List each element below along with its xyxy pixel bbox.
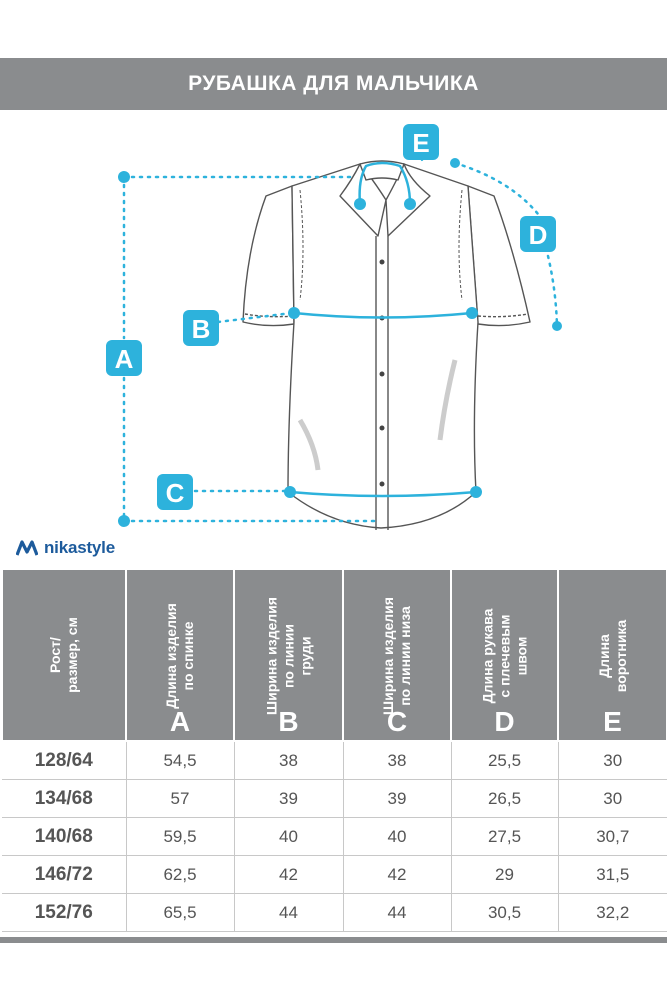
table-row (2, 780, 667, 818)
table-header-cell (126, 569, 234, 741)
table-cell: 65,5 (126, 894, 234, 932)
table-cell: 32,2 (558, 894, 667, 932)
table-cell: 31,5 (558, 856, 667, 894)
size-table (1, 568, 667, 932)
svg-text:D: D (528, 220, 548, 250)
table-cell: 44 (234, 894, 343, 932)
svg-text:A: A (114, 344, 134, 374)
table-cell: 134/68 (2, 780, 126, 818)
table-row (2, 818, 667, 856)
table-cell: 62,5 (126, 856, 234, 894)
table-cell: 42 (343, 856, 451, 894)
shirt-diagram (0, 112, 667, 532)
table-header-label: Длина рукава с плечевым швом (479, 608, 529, 704)
nikastyle-logo-icon (16, 540, 38, 556)
table-header-cell (343, 569, 451, 741)
table-header-letter: B (278, 706, 299, 737)
table-header-cell (451, 569, 558, 741)
page-title: РУБАШКА ДЛЯ МАЛЬЧИКА (0, 58, 667, 110)
table-cell: 44 (343, 894, 451, 932)
marker-c (157, 474, 193, 510)
table-cell: 25,5 (451, 741, 558, 780)
table-header-label: Рост/ размер, см (47, 617, 80, 693)
table-cell: 27,5 (451, 818, 558, 856)
svg-text:E: E (412, 128, 430, 158)
table-cell: 38 (234, 741, 343, 780)
table-cell: 30,5 (451, 894, 558, 932)
table-cell: 40 (343, 818, 451, 856)
table-header-cell (558, 569, 667, 741)
svg-text:B: B (191, 314, 211, 344)
brand-name: nikastyle (44, 538, 115, 557)
table-cell: 59,5 (126, 818, 234, 856)
shirt-illustration (243, 161, 530, 530)
table-cell: 152/76 (2, 894, 126, 932)
table-header-label: Длина изделия по спинке (163, 603, 196, 709)
table-cell: 39 (234, 780, 343, 818)
table-cell: 30 (558, 780, 667, 818)
table-header-letter: E (603, 706, 622, 737)
marker-d (520, 216, 556, 252)
brand-logo (16, 538, 115, 558)
table-header-letter: C (386, 706, 408, 737)
table-cell: 29 (451, 856, 558, 894)
table-cell: 54,5 (126, 741, 234, 780)
table-header-cell (2, 569, 126, 741)
table-cell: 40 (234, 818, 343, 856)
bottom-divider (0, 937, 667, 943)
table-header-letter: D (494, 706, 515, 737)
table-header-label: Ширина изделия по линии низа (380, 597, 413, 715)
table-body (2, 741, 667, 932)
table-cell: 39 (343, 780, 451, 818)
marker-a (106, 340, 142, 376)
table-header-label: Длина воротника (595, 619, 629, 693)
table-cell: 30,7 (558, 818, 667, 856)
marker-b (183, 310, 219, 346)
table-cell: 146/72 (2, 856, 126, 894)
table-header-letter: A (169, 706, 191, 737)
table-header-cell (234, 569, 343, 741)
table-cell: 26,5 (451, 780, 558, 818)
table-cell: 128/64 (2, 741, 126, 780)
table-cell: 42 (234, 856, 343, 894)
table-header-row (2, 569, 667, 741)
table-row (2, 741, 667, 780)
table-cell: 30 (558, 741, 667, 780)
table-header-label: Ширина изделия по линии груди (263, 597, 313, 715)
table-row (2, 856, 667, 894)
svg-text:C: C (165, 478, 185, 508)
table-cell: 140/68 (2, 818, 126, 856)
table-cell: 38 (343, 741, 451, 780)
table-cell: 57 (126, 780, 234, 818)
marker-e (403, 124, 439, 160)
table-row (2, 894, 667, 932)
